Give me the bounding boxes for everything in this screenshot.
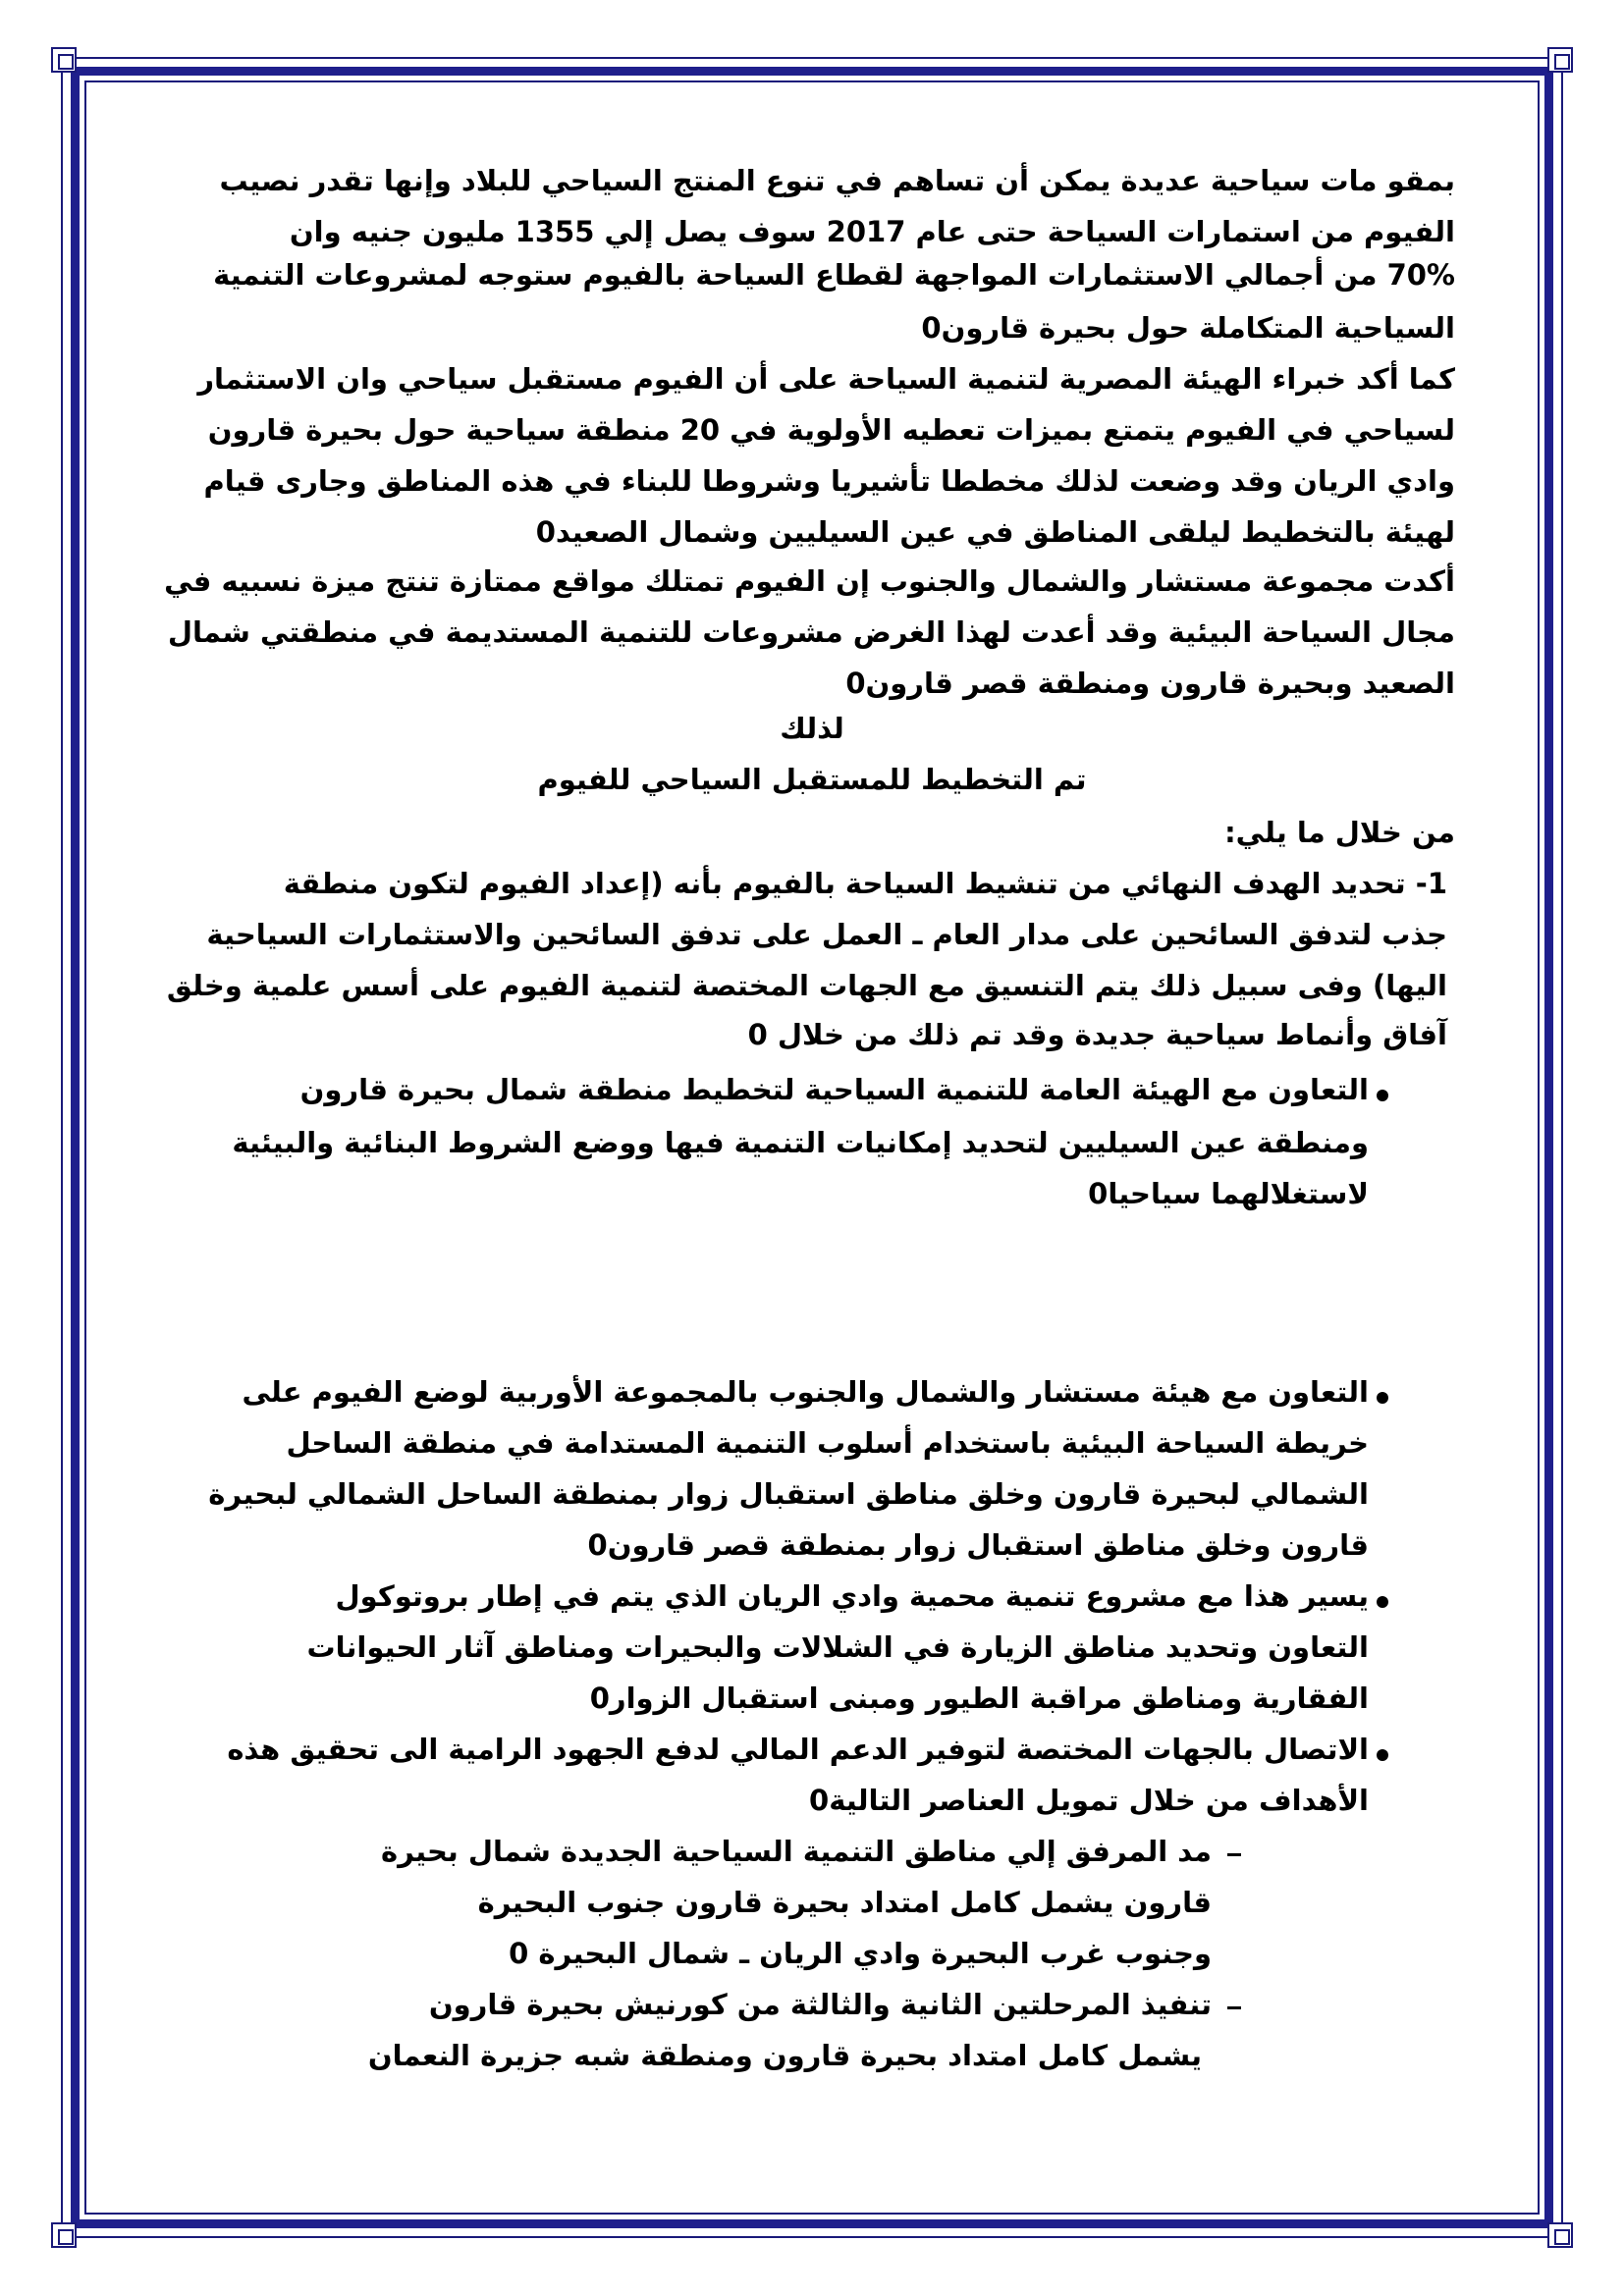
- subitem-dash: [1227, 2006, 1241, 2009]
- intro-line: السياحية المتكاملة حول بحيرة قارون0: [921, 311, 1455, 345]
- subitem-line: قارون يشمل كامل امتداد بحيرة قارون جنوب البحيرة: [477, 1886, 1212, 1919]
- heading-planning: تم التخطيط للمستقبل السياحي للفيوم: [537, 763, 1087, 796]
- bullet-line: الأهداف من خلال تمويل العناصر التالية0: [809, 1784, 1369, 1817]
- experts-line: وادي الريان وقد وضعت لذلك مخططا تأشيريا وشروطا للبناء في هذه المناطق وجارى قيام: [203, 464, 1455, 498]
- experts-line: لسياحي في الفيوم يتمتع بميزات تعطيه الأولوية في 20 منطقة سياحية حول بحيرة قارون: [207, 413, 1455, 447]
- bullet-line: الشمالي لبحيرة قارون وخلق مناطق استقبال زوار بمنطقة الساحل الشمالي لبحيرة: [208, 1477, 1369, 1511]
- group-line: أكدت مجموعة مستشار والشمال والجنوب إن الفيوم تمتلك مواقع ممتازة تنتج ميزة نسبيه في: [164, 564, 1455, 598]
- bullet-line: الاتصال بالجهات المختصة لتوفير الدعم المالي لدفع الجهود الرامية الى تحقيق هذه: [227, 1733, 1369, 1766]
- subitem-line: تنفيذ المرحلتين الثانية والثالثة من كورنيش بحيرة قارون: [428, 1988, 1212, 2021]
- bullet-line: التعاون وتحديد مناطق الزيارة في الشلالات والبحيرات ومناطق آثار الحيوانات: [306, 1630, 1369, 1664]
- bullet-dot: [1377, 1090, 1388, 1101]
- bullet-line: لاستغلالهما سياحيا0: [1088, 1177, 1369, 1210]
- experts-line: كما أكد خبراء الهيئة المصرية لتنمية السياحة على أن الفيوم مستقبل سياحي وان الاستثمار: [197, 362, 1455, 396]
- item1-line: جذب لتدفق السائحين على مدار العام ـ العمل على تدفق السائحين والاستثمارات السياحية: [206, 918, 1447, 951]
- subitem-dash: [1227, 1853, 1241, 1856]
- bullet-dot: [1377, 1596, 1388, 1608]
- heading-therefore: لذلك: [780, 712, 844, 745]
- intro-line: الفيوم من استمارات السياحة حتى عام 2017 سوف يصل إلي 1355 مليون جنيه وان: [289, 215, 1455, 248]
- item1-line: اليها) وفى سبيل ذلك يتم التنسيق مع الجهات المختصة لتنمية الفيوم على أسس علمية وخلق: [166, 969, 1447, 1002]
- subitem-line: وجنوب غرب البحيرة وادي الريان ـ شمال البحيرة 0: [509, 1937, 1212, 1970]
- bullet-line: ومنطقة عين السيليين لتحديد إمكانيات التنمية فيها ووضع الشروط البنائية والبيئية: [232, 1126, 1369, 1159]
- intro-line: 70% من أجمالي الاستثمارات المواجهة لقطاع السياحة بالفيوم ستوجه لمشروعات التنمية: [213, 258, 1455, 292]
- experts-line: لهيئة بالتخطيط ليلقى المناطق في عين السيليين وشمال الصعيد0: [535, 515, 1455, 549]
- through-label: من خلال ما يلي:: [1224, 816, 1455, 849]
- bullet-line: قارون وخلق مناطق استقبال زوار بمنطقة قصر قارون0: [587, 1528, 1369, 1562]
- bullet-line: الفقارية ومناطق مراقبة الطيور ومبنى استقبال الزوار0: [589, 1682, 1369, 1715]
- subitem-line: مد المرفق إلي مناطق التنمية السياحية الجديدة شمال بحيرة: [380, 1835, 1212, 1868]
- group-line: الصعيد وبحيرة قارون ومنطقة قصر قارون0: [845, 667, 1455, 700]
- item1-line: 1- تحديد الهدف النهائي من تنشيط السياحة بالفيوم بأنه (إعداد الفيوم لتكون منطقة: [283, 867, 1447, 900]
- bullet-line: التعاون مع هيئة مستشار والشمال والجنوب بالمجموعة الأوربية لوضع الفيوم على: [242, 1375, 1369, 1409]
- group-line: مجال السياحة البيئية وقد أعدت لهذا الغرض مشروعات للتنمية المستديمة في منطقتي شمال: [167, 615, 1455, 649]
- bullet-dot: [1377, 1749, 1388, 1761]
- bullet-line: التعاون مع الهيئة العامة للتنمية السياحية لتخطيط منطقة شمال بحيرة قارون: [299, 1073, 1369, 1106]
- subitem-line: يشمل كامل امتداد بحيرة قارون ومنطقة شبه جزيرة النعمان: [367, 2039, 1202, 2072]
- item1-line: آفاق وأنماط سياحية جديدة وقد تم ذلك من خلال 0: [747, 1018, 1447, 1051]
- bullet-line: يسير هذا مع مشروع تنمية محمية وادي الريان الذي يتم في إطار بروتوكول: [335, 1579, 1369, 1613]
- bullet-line: خريطة السياحة البيئية باستخدام أسلوب التنمية المستدامة في منطقة الساحل: [286, 1426, 1369, 1460]
- bullet-dot: [1377, 1392, 1388, 1404]
- intro-line: بمقو مات سياحية عديدة يمكن أن تساهم في تنوع المنتج السياحي للبلاد وإنها تقدر نصيب: [219, 164, 1455, 197]
